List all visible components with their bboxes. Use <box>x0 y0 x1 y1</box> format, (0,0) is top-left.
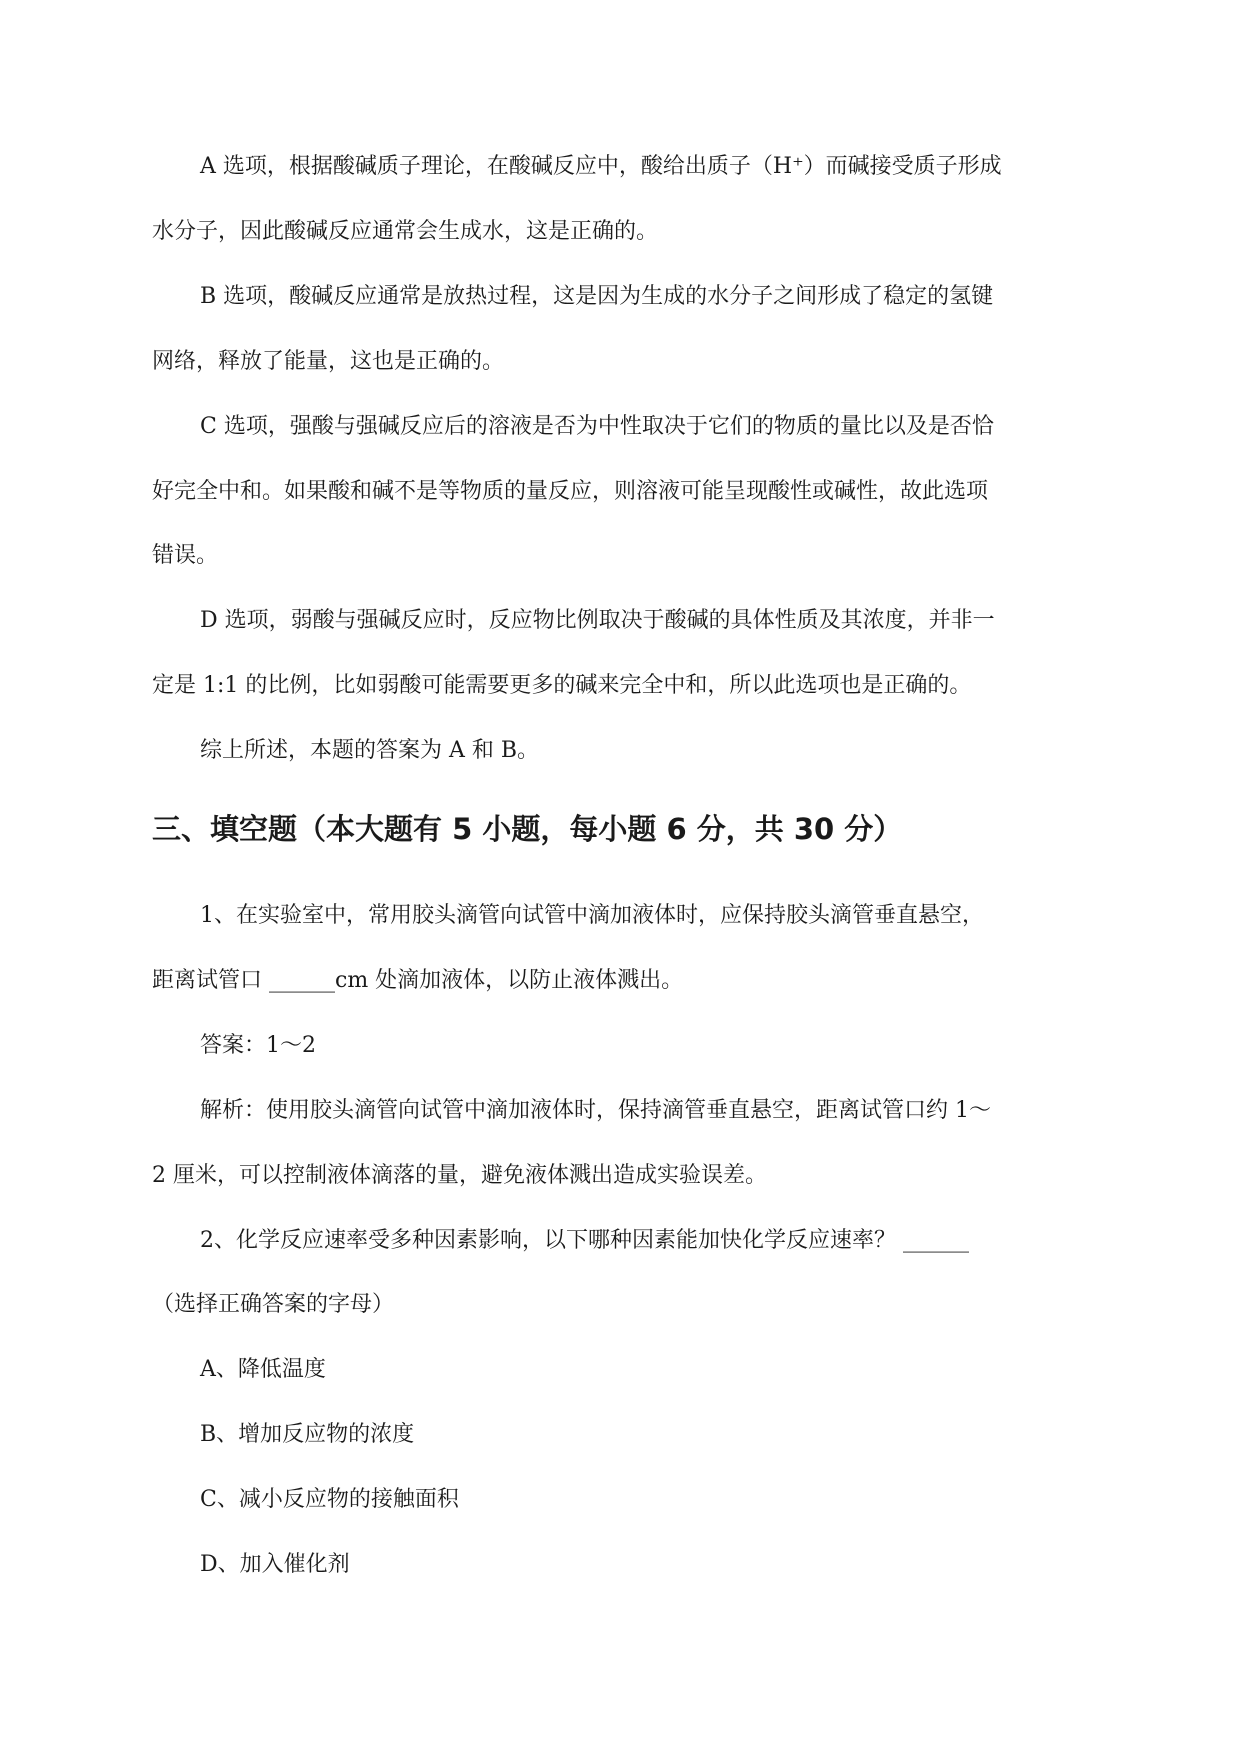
option-b-explanation-line-2: 网络，释放了能量，这也是正确的。 <box>152 349 505 374</box>
question-1-answer: 答案：1～2 <box>200 1033 316 1058</box>
summary-line: 综上所述，本题的答案为 A 和 B。 <box>200 738 540 763</box>
option-d-explanation-line-2: 定是 1:1 的比例，比如弱酸可能需要更多的碱来完全中和，所以此选项也是正确的。 <box>152 673 972 698</box>
option-c-explanation-line-1: C 选项，强酸与强碱反应后的溶液是否为中性取决于它们的物质的量比以及是否恰 <box>200 414 994 439</box>
question-1-analysis-line-2: 2 厘米，可以控制液体滴落的量，避免液体溅出造成实验误差。 <box>152 1163 767 1188</box>
option-d-explanation-line-1: D 选项，弱酸与强碱反应时，反应物比例取决于酸碱的具体性质及其浓度，并非一 <box>200 608 995 633</box>
option-a-explanation-line-1: A 选项，根据酸碱质子理论，在酸碱反应中，酸给出质子（H⁺）而碱接受质子形成 <box>200 154 1002 179</box>
question-2-option-a: A、降低温度 <box>200 1357 326 1382</box>
question-2-option-c: C、减小反应物的接触面积 <box>200 1487 459 1512</box>
question-2-option-d: D、加入催化剂 <box>200 1552 350 1577</box>
question-2-line-2: （选择正确答案的字母） <box>152 1292 395 1317</box>
option-a-explanation-line-2: 水分子，因此酸碱反应通常会生成水，这是正确的。 <box>152 219 659 244</box>
question-2-line-1: 2、化学反应速率受多种因素影响，以下哪种因素能加快化学反应速率？ ______ <box>200 1228 969 1253</box>
option-c-explanation-line-3: 错误。 <box>152 543 219 568</box>
section-heading: 三、填空题（本大题有 5 小题，每小题 6 分，共 30 分） <box>152 812 903 846</box>
question-1-line-2: 距离试管口 ______cm 处滴加液体，以防止液体溅出。 <box>152 968 684 993</box>
question-1-analysis-line-1: 解析：使用胶头滴管向试管中滴加液体时，保持滴管垂直悬空，距离试管口约 1～ <box>200 1098 991 1123</box>
option-b-explanation-line-1: B 选项，酸碱反应通常是放热过程，这是因为生成的水分子之间形成了稳定的氢键 <box>200 284 994 309</box>
option-c-explanation-line-2: 好完全中和。如果酸和碱不是等物质的量反应，则溶液可能呈现酸性或碱性，故此选项 <box>152 479 989 504</box>
question-1-line-1: 1、在实验室中，常用胶头滴管向试管中滴加液体时，应保持胶头滴管垂直悬空， <box>200 903 984 928</box>
question-2-option-b: B、增加反应物的浓度 <box>200 1422 415 1447</box>
